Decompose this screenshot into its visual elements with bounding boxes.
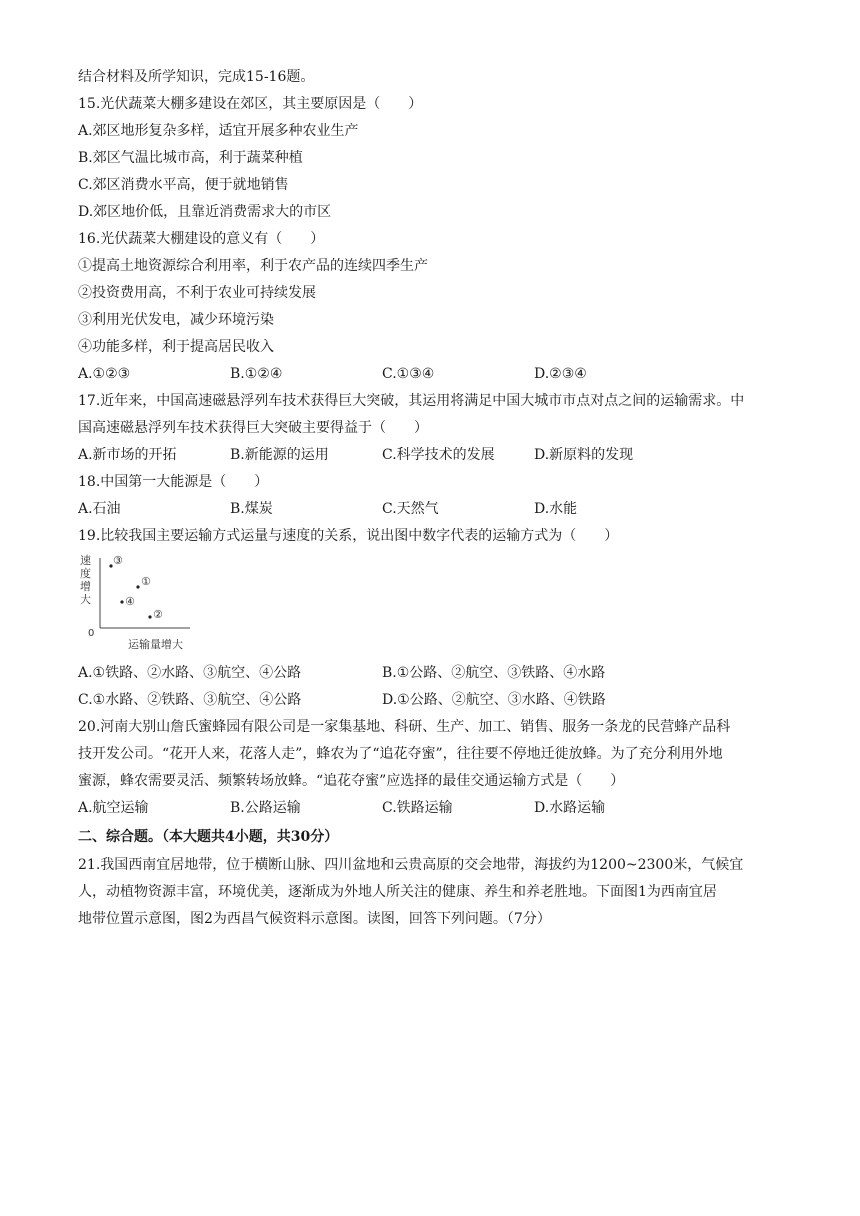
x-axis-label: 运输量增大: [128, 638, 183, 651]
y-label-char-3: 增: [80, 580, 91, 593]
intro-text: 结合材料及所学知识，完成15-16题。: [78, 69, 315, 85]
section-2-heading: 二、综合题。（本大题共4小题，共30分）: [78, 829, 339, 845]
q16-item-2: ②投资费用高，不利于农业可持续发展: [78, 285, 316, 301]
y-label-char-2: 度: [80, 567, 91, 580]
q17-option-c: C.科学技术的发展: [382, 447, 495, 463]
q16-item-3: ③利用光伏发电，减少环境污染: [78, 312, 274, 328]
q21-stem-line-1: 21.我国西南宜居地带，位于横断山脉、四川盆地和云贵高原的交会地带，海拔约为1200~2300米，气候宜: [78, 857, 744, 873]
q20-stem-line-3: 蜜源，蜂农需要灵活、频繁转场放蜂。“追花夺蜜”应选择的最佳交通运输方式是（ ）: [78, 773, 625, 789]
q19-options-row-1: [78, 660, 788, 687]
q16-item-1: ①提高土地资源综合利用率，利于农产品的连续四季生产: [78, 258, 428, 274]
y-label-char-4: 大: [80, 593, 91, 606]
q16-options: [78, 361, 788, 388]
q15-option-a: A.郊区地形复杂多样，适宜开展多种农业生产: [78, 123, 359, 139]
q18-option-a: A.石油: [78, 501, 121, 517]
q18-options: [78, 496, 788, 523]
q19-option-d: D.①公路、②航空、③水路、④铁路: [382, 692, 606, 708]
q15-stem: 15.光伏蔬菜大棚多建设在郊区，其主要原因是（ ）: [78, 96, 423, 112]
q20-option-b: B.公路运输: [230, 800, 301, 816]
q15-option-c: C.郊区消费水平高，便于就地销售: [78, 177, 289, 193]
q16-option-d: D.②③④: [534, 366, 587, 382]
point-2-dot: [148, 615, 151, 618]
q19-options-row-2: [78, 687, 788, 714]
q16-item-4: ④功能多样，利于提高居民收入: [78, 339, 274, 355]
q20-option-c: C.铁路运输: [382, 800, 453, 816]
point-1-label: ①: [141, 575, 151, 588]
q19-option-c: C.①水路、②铁路、③航空、④公路: [78, 692, 302, 708]
point-1-dot: [136, 585, 139, 588]
q18-option-d: D.水能: [534, 501, 578, 517]
q19-option-a: A.①铁路、②水路、③航空、④公路: [78, 665, 302, 681]
q16-option-a: A.①②③: [78, 366, 131, 382]
q17-option-b: B.新能源的运用: [230, 447, 329, 463]
q17-options: [78, 442, 788, 469]
y-label-char-1: 速: [80, 554, 91, 567]
q18-option-b: B.煤炭: [230, 501, 273, 517]
point-2-label: ②: [153, 608, 163, 621]
q19-stem: 19.比较我国主要运输方式运量与速度的关系，说出图中数字代表的运输方式为（ ）: [78, 528, 619, 544]
q16-option-b: B.①②④: [230, 366, 283, 382]
q20-option-d: D.水路运输: [534, 800, 606, 816]
q17-option-d: D.新原料的发现: [534, 447, 634, 463]
origin-label: 0: [88, 628, 95, 639]
point-3-label: ③: [113, 554, 123, 567]
transport-diagram: [78, 552, 198, 660]
q16-option-c: C.①③④: [382, 366, 435, 382]
q17-stem-line-1: 17.近年来，中国高速磁悬浮列车技术获得巨大突破，其运用将满足中国大城市市点对点之间的运输需求。中: [78, 393, 745, 409]
point-4-label: ④: [125, 595, 135, 608]
q16-stem: 16.光伏蔬菜大棚建设的意义有（ ）: [78, 231, 325, 247]
q18-option-c: C.天然气: [382, 501, 439, 517]
q20-option-a: A.航空运输: [78, 800, 149, 816]
q17-stem-line-2: 国高速磁悬浮列车技术获得巨大突破主要得益于（ ）: [78, 420, 428, 436]
q21-stem-line-2: 人，动植物资源丰富，环境优美，逐渐成为外地人所关注的健康、养生和养老胜地。下面图1为西南宜居: [78, 884, 717, 900]
q15-option-b: B.郊区气温比城市高，利于蔬菜种植: [78, 150, 303, 166]
q17-option-a: A.新市场的开拓: [78, 447, 177, 463]
q21-stem-line-3: 地带位置示意图，图2为西昌气候资料示意图。读图，回答下列问题。（7分）: [78, 911, 551, 927]
q18-stem: 18.中国第一大能源是（ ）: [78, 474, 269, 490]
point-4-dot: [120, 600, 123, 603]
q15-option-d: D.郊区地价低，且靠近消费需求大的市区: [78, 204, 332, 220]
exam-page: [78, 64, 788, 933]
q19-figure: [78, 552, 198, 660]
q19-option-b: B.①公路、②航空、③铁路、④水路: [382, 665, 606, 681]
q20-stem-line-2: 技开发公司。“花开人来，花落人走”，蜂农为了“追花夺蜜”，往往要不停地迁徙放蜂。为了充分利用外地: [78, 746, 723, 762]
q20-options: [78, 795, 788, 822]
q20-stem-line-1: 20.河南大别山詹氏蜜蜂园有限公司是一家集基地、科研、生产、加工、销售、服务一条龙的民营蜂产品科: [78, 719, 731, 735]
